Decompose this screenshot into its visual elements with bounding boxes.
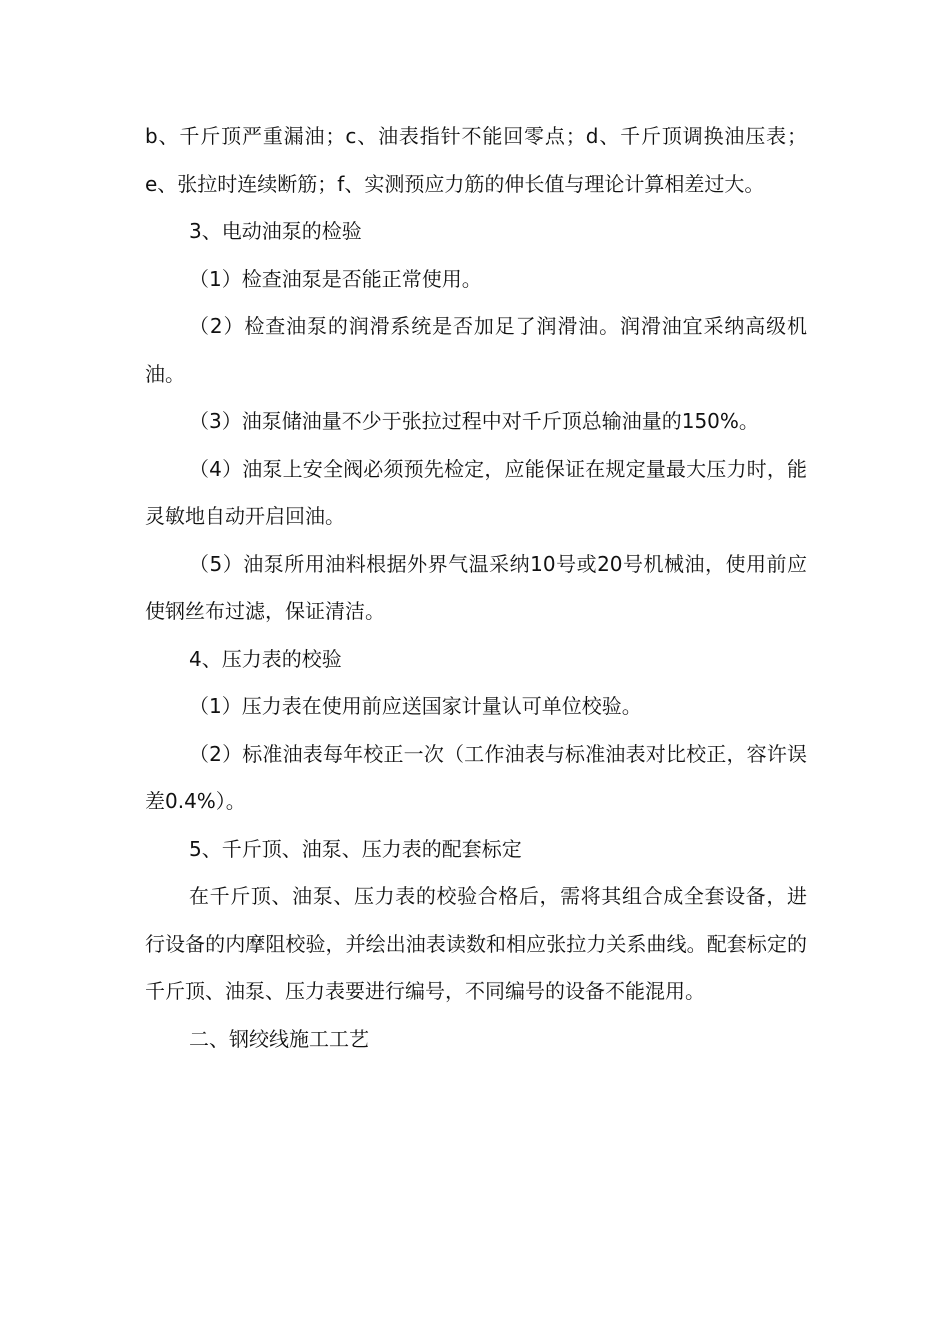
list-item-pump-2: （2）检查油泵的润滑系统是否加足了润滑油。润滑油宜采纳高级机油。 xyxy=(145,314,807,386)
list-item-pump-1: （1）检查油泵是否能正常使用。 xyxy=(189,266,482,291)
list-item-pump-4: （4）油泵上安全阀必须预先检定，应能保证在规定量最大压力时，能灵敏地自动开启回油。 xyxy=(145,456,807,528)
list-item-pump-3: （3）油泵储油量不少于张拉过程中对千斤顶总输油量的150%。 xyxy=(189,409,759,433)
heading-strand-construction: 二、钢绞线施工工艺 xyxy=(189,1026,369,1051)
paragraph-jack-failure-conditions: b、千斤顶严重漏油；c、油表指针不能回零点；d、千斤顶调换油压表；e、张拉时连续断筋；f、实测预应力筋的伸长值与理论计算相差过大。 xyxy=(145,124,807,196)
heading-matched-calibration: 5、千斤顶、油泵、压力表的配套标定 xyxy=(189,836,522,861)
list-item-pump-5: （5）油泵所用油料根据外界气温采纳10号或20号机械油，使用前应使钢丝布过滤，保证清洁。 xyxy=(145,551,807,623)
paragraph-matched-calibration: 在千斤顶、油泵、压力表的校验合格后，需将其组合成全套设备，进行设备的内摩阻校验，并绘出油表读数和相应张拉力关系曲线。配套标定的千斤顶、油泵、压力表要进行编号，不同编号的设备不能混用。 xyxy=(145,884,807,1003)
heading-pressure-gauge-calibration: 4、压力表的校验 xyxy=(189,646,342,671)
list-item-gauge-2: （2）标准油表每年校正一次（工作油表与标准油表对比校正，容许误差0.4%）。 xyxy=(145,741,807,813)
list-item-gauge-1: （1）压力表在使用前应送国家计量认可单位校验。 xyxy=(189,694,642,718)
document-body xyxy=(145,113,807,1063)
heading-electric-pump-inspection: 3、电动油泵的检验 xyxy=(189,219,362,243)
